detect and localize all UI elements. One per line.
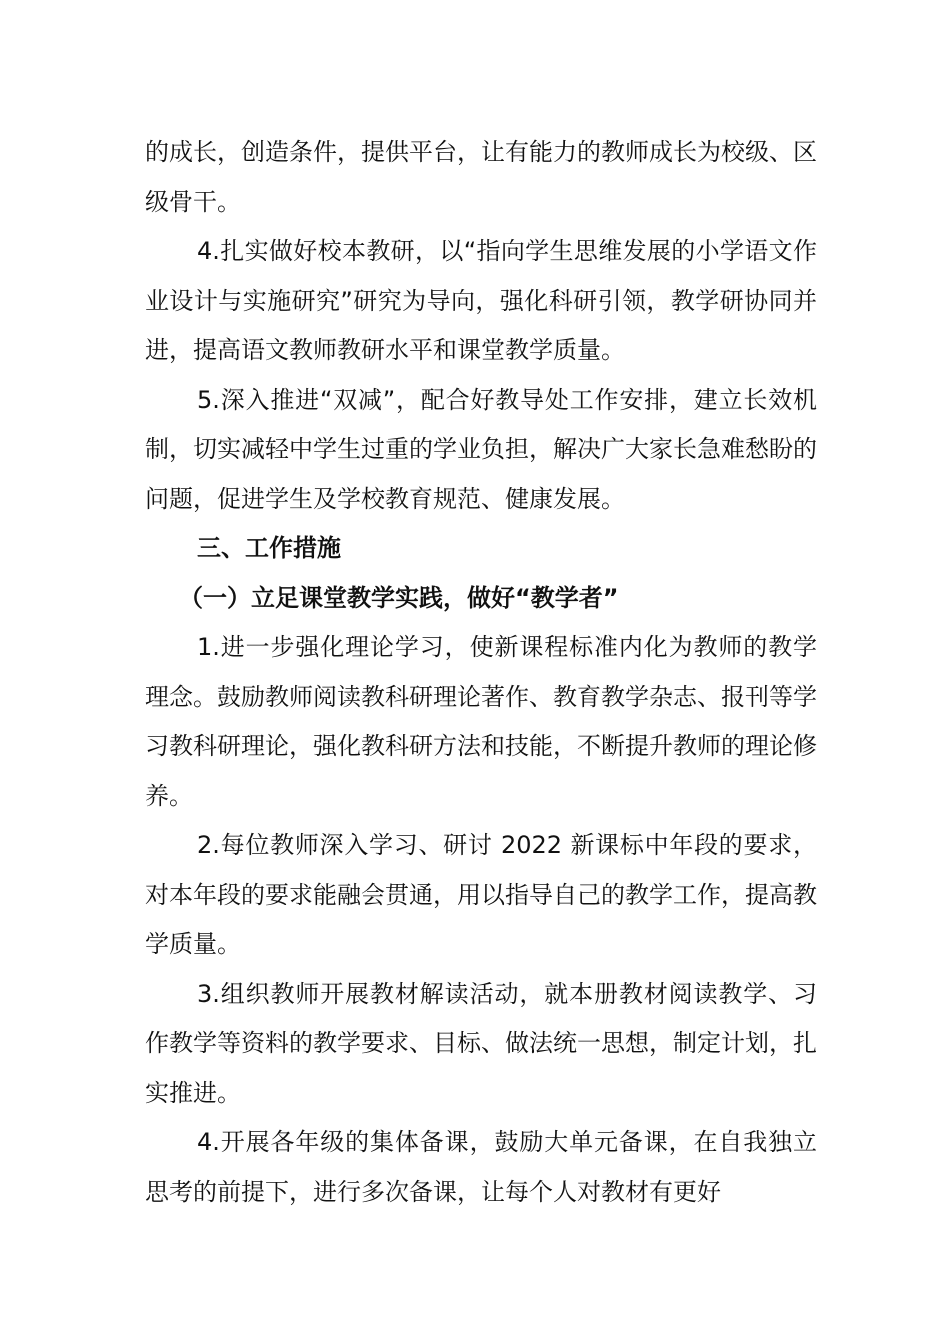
paragraph-item-4-lesson-planning: 4.开展各年级的集体备课，鼓励大单元备课，在自我独立思考的前提下，进行多次备课，让每个人对教材有更好 <box>145 1128 817 1206</box>
section-heading-work-measures: 三、工作措施 <box>197 534 341 562</box>
subsection-heading-teaching-practice: （一）立足课堂教学实践，做好“教学者” <box>179 583 619 612</box>
paragraph-item-1-theory-study: 1.进一步强化理论学习，使新课程标准内化为教师的教学理念。鼓励教师阅读教科研理论著作、教育教学杂志、报刊等学习教科研理论，强化教科研方法和技能，不断提升教师的理论修养。 <box>145 633 817 810</box>
paragraph-item-2-new-curriculum: 2.每位教师深入学习、研讨 2022 新课标中年段的要求，对本年段的要求能融会贯通，用以指导自己的教学工作，提高教学质量。 <box>145 831 817 958</box>
document-body <box>145 128 817 1217</box>
paragraph-item-5-double-reduction: 5.深入推进“双减”，配合好教导处工作安排，建立长效机制，切实减轻中学生过重的学业负担，解决广大家长急难愁盼的问题，促进学生及学校教育规范、健康发展。 <box>145 385 817 513</box>
paragraph-item-3-textbook-analysis: 3.组织教师开展教材解读活动，就本册教材阅读教学、习作教学等资料的教学要求、目标、做法统一思想，制定计划，扎实推进。 <box>145 979 817 1107</box>
paragraph-item-4-school-research: 4.扎实做好校本教研，以“指向学生思维发展的小学语文作业设计与实施研究”研究为导向，强化科研引领，教学研协同并进，提高语文教师教研水平和课堂教学质量。 <box>145 237 817 364</box>
paragraph-continuation: 的成长，创造条件，提供平台，让有能力的教师成长为校级、区级骨干。 <box>145 138 817 216</box>
